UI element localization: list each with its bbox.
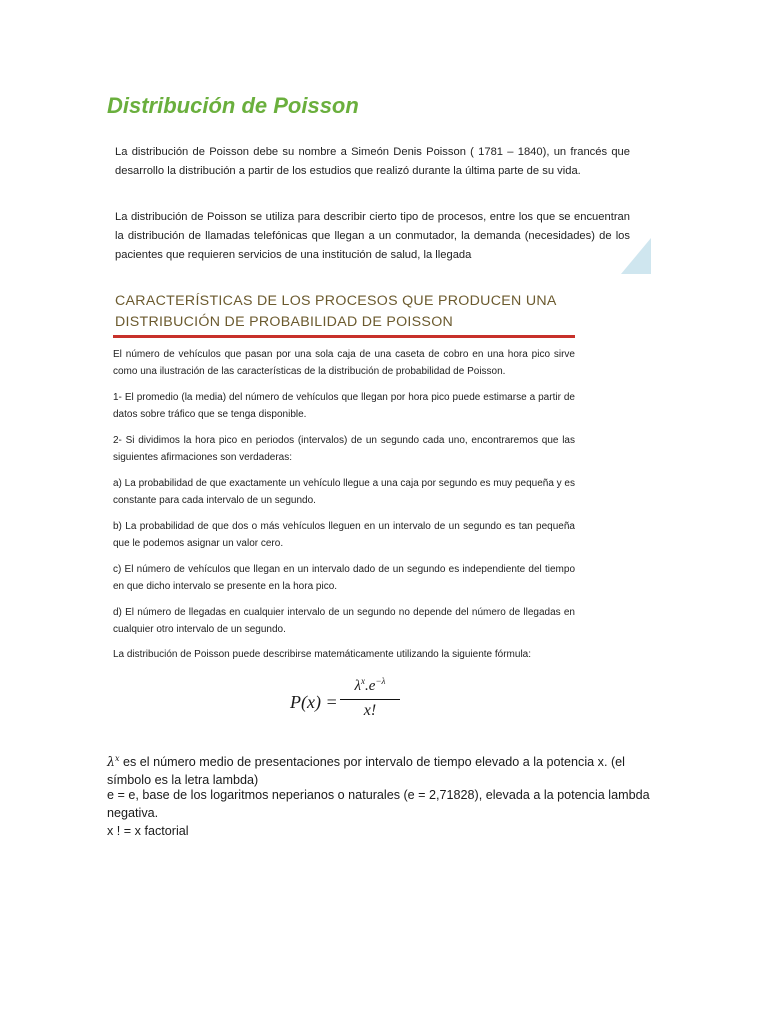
section-text-intro: El número de vehículos que pasan por una sola caja de una caseta de cobro en una hora pico sirve como una ilustración de las características de la distribución de probabilidad de Poisson. bbox=[113, 349, 575, 377]
page-title: Distribución de Poisson bbox=[107, 93, 359, 118]
section-heading-line-1: CARACTERÍSTICAS DE LOS PROCESOS QUE PRODUCEN UNA bbox=[115, 293, 557, 309]
intro-paragraph-2: La distribución de Poisson se utiliza para describir cierto tipo de procesos, entre los que se encuentran la distribución de llamadas telefónicas que llegan a un conmutador, la demanda (necesidades) de los pacientes que requieren servicios de una institución de salud, la llegada bbox=[115, 211, 630, 261]
corner-decoration bbox=[621, 238, 651, 274]
section-text-formula-intro: La distribución de Poisson puede describirse matemáticamente utilizando la siguiente fórmula: bbox=[113, 649, 532, 660]
section-text-point-2: 2- Si dividimos la hora pico en periodos (intervalos) de un segundo cada uno, encontraremos que las siguientes afirmaciones son verdaderas: bbox=[113, 435, 575, 463]
poisson-formula bbox=[290, 676, 410, 728]
section-text-point-1: 1- El promedio (la media) del número de vehículos que llegan por hora pico puede estimarse a partir de datos sobre tráfico que se tenga disponible. bbox=[113, 392, 575, 420]
section-heading bbox=[115, 291, 585, 333]
intro-paragraph-1: La distribución de Poisson debe su nombre a Simeón Denis Poisson ( 1781 – 1840), un francés que desarrollo la distribución a partir de los estudios que realizó durante la última parte de su vida. bbox=[115, 146, 630, 177]
section-text-point-c: c) El número de vehículos que llegan en un intervalo dado de un segundo es independiente del tiempo en que dicho intervalo se presente en la hora pico. bbox=[113, 564, 575, 592]
section-heading-line-2: DISTRIBUCIÓN DE PROBABILIDAD DE POISSON bbox=[115, 314, 454, 330]
formula-numerator: $\lambda^x.e^{-\lambda}$ bbox=[354, 676, 386, 694]
lambda-definition: $\lambda^x$ es el número medio de presentaciones por intervalo de tiempo elevado a la potencia x. (el símbolo es la letra lambda) bbox=[107, 754, 625, 788]
e-definition: e = e, base de los logaritmos neperianos o naturales (e = 2,71828), elevada a la potencia lambda negativa. bbox=[107, 788, 650, 820]
section-rule bbox=[113, 335, 575, 338]
formula-denominator: x! bbox=[363, 702, 377, 719]
fraction-bar bbox=[340, 699, 400, 700]
factorial-definition: x ! = x factorial bbox=[107, 824, 189, 838]
lambda-symbol: $\lambda^x$ bbox=[107, 754, 120, 770]
section-text-point-b: b) La probabilidad de que dos o más vehículos lleguen en un intervalo de un segundo es tan pequeña que le podemos asignar un valor cero. bbox=[113, 521, 575, 549]
formula-fraction bbox=[340, 676, 400, 720]
section-text-point-a: a) La probabilidad de que exactamente un vehículo llegue a una caja por segundo es muy pequeña y es constante para cada intervalo de un segundo. bbox=[113, 478, 575, 506]
formula-lhs: P(x) = bbox=[290, 692, 338, 712]
section-text-point-d: d) El número de llegadas en cualquier intervalo de un segundo no depende del número de llegadas en cualquier otro intervalo de un segundo. bbox=[113, 607, 575, 635]
